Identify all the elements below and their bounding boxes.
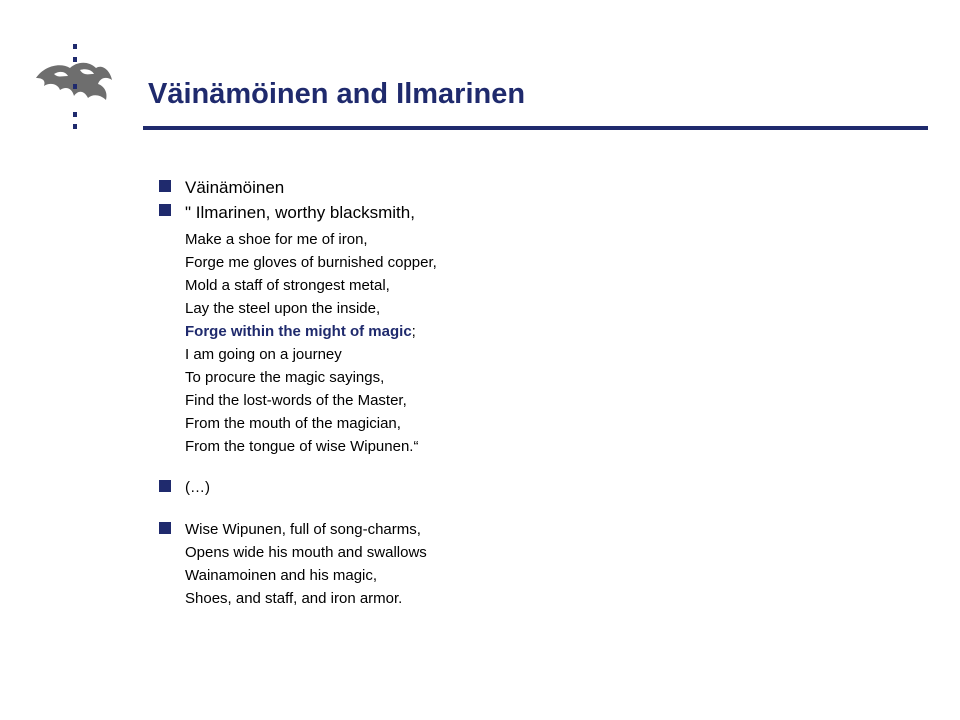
poem-line: From the mouth of the magician,: [185, 415, 401, 432]
bullet-text: Väinämöinen: [185, 178, 285, 197]
bullet-marker: [159, 180, 171, 192]
poem-line: Opens wide his mouth and swallows: [185, 544, 427, 561]
emphasized-text: Forge within the might of magic: [185, 323, 412, 340]
title-divider: [143, 126, 928, 130]
poem-line-emphasized: [185, 320, 416, 343]
emphasis-suffix: ;: [411, 323, 416, 340]
poem-line: Shoes, and staff, and iron armor.: [185, 590, 403, 607]
bullet-marker: [159, 522, 171, 534]
poem-line: Wainamoinen and his magic,: [185, 567, 378, 584]
bullet-text: (…): [185, 479, 210, 496]
poem-line: " Ilmarinen, worthy blacksmith,: [185, 203, 415, 222]
poem-line: Forge me gloves of burnished copper,: [185, 254, 437, 271]
poem-line: To procure the magic sayings,: [185, 369, 385, 386]
poem-line: Lay the steel upon the inside,: [185, 300, 381, 317]
bullet-marker: [159, 480, 171, 492]
slide-title: Väinämöinen and Ilmarinen: [148, 78, 526, 110]
poem-line: Mold a staff of strongest metal,: [185, 277, 390, 294]
poem-line: From the tongue of wise Wipunen.“: [185, 438, 419, 455]
poem-line: Make a shoe for me of iron,: [185, 231, 368, 248]
poem-line: Wise Wipunen, full of song-charms,: [185, 521, 421, 538]
flame-crest-logo-icon: [32, 40, 116, 130]
bullet-marker: [159, 204, 171, 216]
poem-line: Find the lost-words of the Master,: [185, 392, 407, 409]
poem-line: I am going on a journey: [185, 346, 342, 363]
